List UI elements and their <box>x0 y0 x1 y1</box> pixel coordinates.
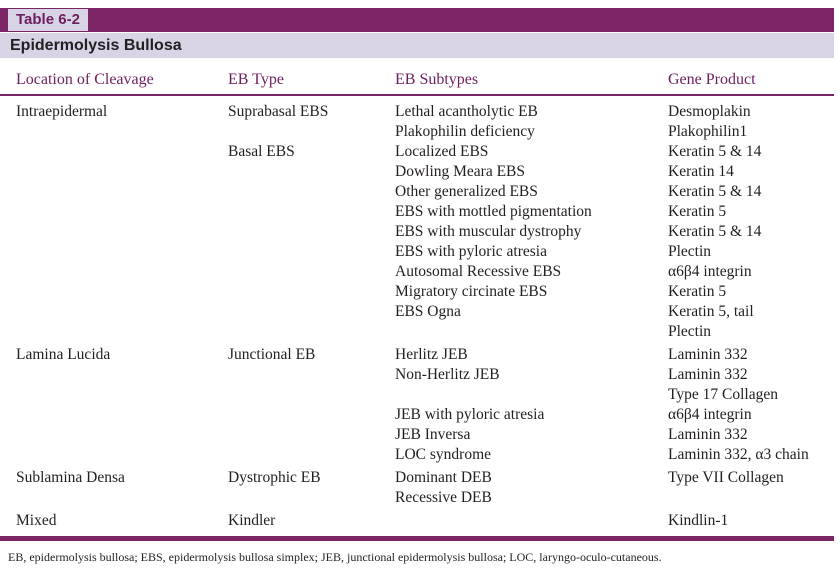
gene-product-cell: Plectin <box>668 323 712 340</box>
header-rule <box>0 94 834 96</box>
gene-product-cell: Keratin 5 & 14 <box>668 143 762 160</box>
table-title: Epidermolysis Bullosa <box>10 37 182 54</box>
gene-product-cell: Keratin 14 <box>668 163 734 180</box>
table-top-bar <box>0 8 834 32</box>
eb-subtype-cell: JEB Inversa <box>395 426 471 443</box>
gene-product-cell: Keratin 5 <box>668 203 727 220</box>
eb-subtype-cell: EBS Ogna <box>395 303 461 320</box>
gene-product-cell: Keratin 5 <box>668 283 727 300</box>
eb-subtype-cell: EBS with pyloric atresia <box>395 243 547 260</box>
column-header-gene-product: Gene Product <box>668 71 756 88</box>
eb-subtype-cell: Non-Herlitz JEB <box>395 366 500 383</box>
eb-subtype-cell: Recessive DEB <box>395 489 492 506</box>
eb-subtype-cell: EBS with mottled pigmentation <box>395 203 592 220</box>
gene-product-cell: Plakophilin1 <box>668 123 748 140</box>
table-footnote: EB, epidermolysis bullosa; EBS, epidermolysis bullosa simplex; JEB, junctional epidermolysis bullosa; LOC, laryngo-oculo-cutaneous. <box>8 550 662 564</box>
table-number-label: Table 6-2 <box>8 9 88 31</box>
gene-product-cell: Laminin 332 <box>668 366 748 383</box>
gene-product-cell: Kindlin-1 <box>668 512 729 529</box>
gene-product-cell: α6β4 integrin <box>668 406 752 423</box>
gene-product-cell: α6β4 integrin <box>668 263 752 280</box>
location-cell: Lamina Lucida <box>16 346 111 363</box>
eb-type-cell: Basal EBS <box>228 143 295 160</box>
gene-product-cell: Keratin 5, tail <box>668 303 754 320</box>
eb-subtype-cell: Plakophilin deficiency <box>395 123 535 140</box>
location-cell: Mixed <box>16 512 57 529</box>
location-cell: Sublamina Densa <box>16 469 125 486</box>
gene-product-cell: Type 17 Collagen <box>668 386 778 403</box>
eb-subtype-cell: Lethal acantholytic EB <box>395 103 538 120</box>
eb-subtype-cell: Migratory circinate EBS <box>395 283 548 300</box>
gene-product-cell: Laminin 332, α3 chain <box>668 446 809 463</box>
eb-type-cell: Junctional EB <box>228 346 316 363</box>
eb-subtype-cell: EBS with muscular dystrophy <box>395 223 582 240</box>
gene-product-cell: Type VII Collagen <box>668 469 784 486</box>
column-header-eb-subtypes: EB Subtypes <box>395 71 479 88</box>
eb-subtype-cell: LOC syndrome <box>395 446 492 463</box>
eb-subtype-cell: Autosomal Recessive EBS <box>395 263 562 280</box>
bottom-rule <box>0 536 834 541</box>
eb-subtype-cell: JEB with pyloric atresia <box>395 406 545 423</box>
gene-product-cell: Keratin 5 & 14 <box>668 183 762 200</box>
eb-subtype-cell: Dowling Meara EBS <box>395 163 526 180</box>
table-title-bar <box>0 33 834 58</box>
gene-product-cell: Laminin 332 <box>668 426 748 443</box>
gene-product-cell: Laminin 332 <box>668 346 748 363</box>
eb-type-cell: Suprabasal EBS <box>228 103 329 120</box>
column-header-location: Location of Cleavage <box>16 71 154 88</box>
gene-product-cell: Plectin <box>668 243 712 260</box>
eb-subtype-cell: Other generalized EBS <box>395 183 538 200</box>
column-header-eb-type: EB Type <box>228 71 284 88</box>
eb-type-cell: Kindler <box>228 512 276 529</box>
location-cell: Intraepidermal <box>16 103 108 120</box>
eb-type-cell: Dystrophic EB <box>228 469 321 486</box>
eb-subtype-cell: Dominant DEB <box>395 469 492 486</box>
gene-product-cell: Desmoplakin <box>668 103 751 120</box>
eb-subtype-cell: Herlitz JEB <box>395 346 468 363</box>
gene-product-cell: Keratin 5 & 14 <box>668 223 762 240</box>
eb-subtype-cell: Localized EBS <box>395 143 489 160</box>
